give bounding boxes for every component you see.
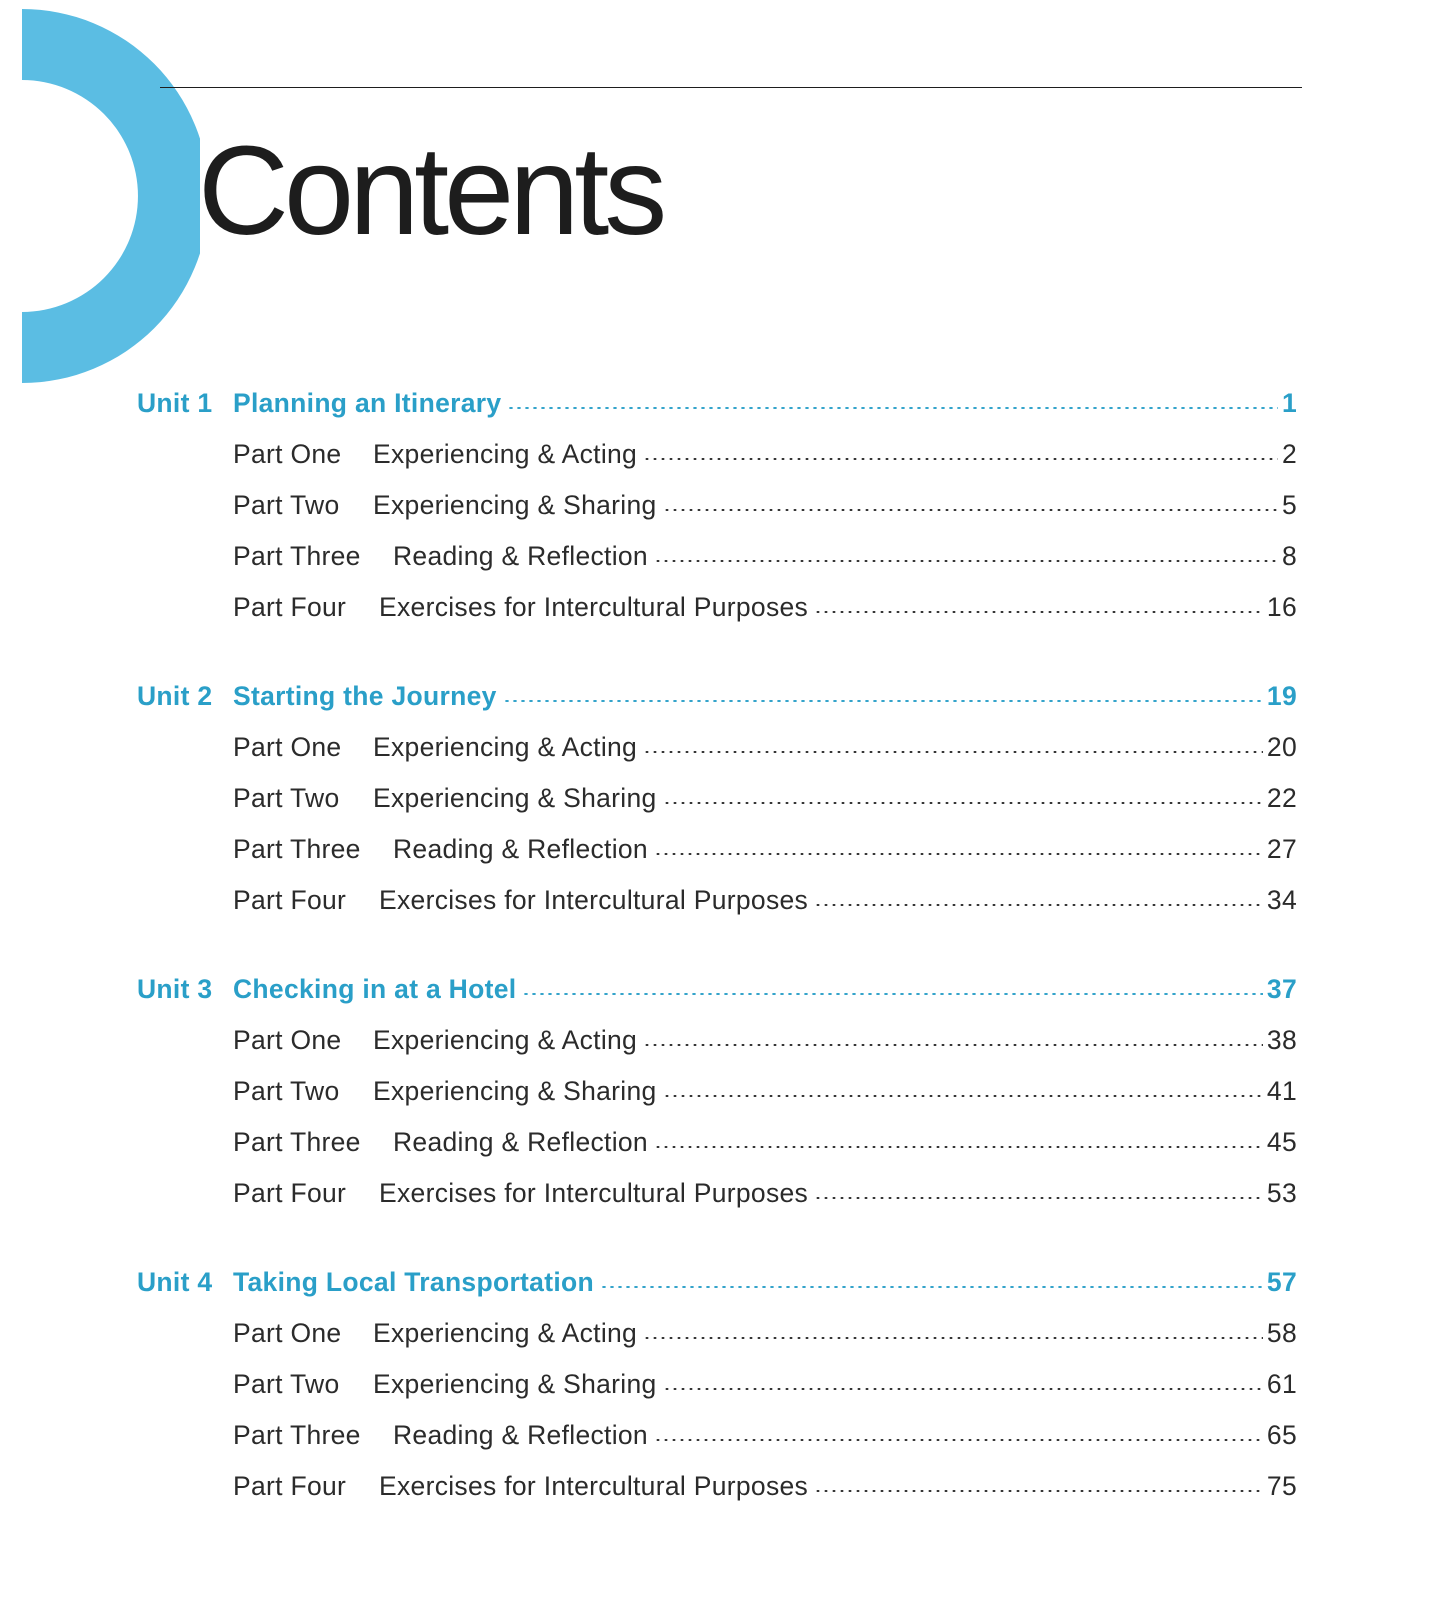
part-title: Exercises for Intercultural Purposes xyxy=(379,1471,809,1501)
unit-entry[interactable] xyxy=(137,964,1297,1015)
part-title: Exercises for Intercultural Purposes xyxy=(379,592,809,622)
dot-leader xyxy=(663,509,1278,511)
dot-leader xyxy=(654,1146,1263,1148)
dot-leader xyxy=(814,611,1263,613)
dot-leader xyxy=(503,700,1263,702)
part-label: Part Four xyxy=(233,885,347,915)
unit-number: Unit 1 xyxy=(137,388,213,418)
dot-leader xyxy=(654,1439,1263,1441)
part-label: Part Two xyxy=(233,490,340,520)
part-entry[interactable] xyxy=(233,1359,1297,1410)
page-number: 16 xyxy=(1266,592,1297,622)
page-number: 34 xyxy=(1266,885,1297,915)
dot-leader xyxy=(643,458,1278,460)
dot-leader xyxy=(507,407,1278,409)
part-entry[interactable] xyxy=(233,531,1297,582)
part-label: Part One xyxy=(233,1025,342,1055)
part-entry[interactable] xyxy=(233,824,1297,875)
part-title: Experiencing & Acting xyxy=(373,1025,638,1055)
unit-entry[interactable] xyxy=(137,378,1297,429)
part-label: Part Two xyxy=(233,1369,340,1399)
unit-title: Checking in at a Hotel xyxy=(233,974,517,1004)
page-number: 19 xyxy=(1266,681,1297,711)
part-entry[interactable] xyxy=(233,773,1297,824)
page-number: 38 xyxy=(1266,1025,1297,1055)
unit-number: Unit 4 xyxy=(137,1267,213,1297)
part-label: Part One xyxy=(233,439,342,469)
page-number: 20 xyxy=(1266,732,1297,762)
dot-leader xyxy=(643,751,1263,753)
part-title: Experiencing & Sharing xyxy=(373,783,657,813)
page-number: 37 xyxy=(1266,974,1297,1004)
unit-block xyxy=(0,378,1437,633)
page-number: 1 xyxy=(1281,388,1297,418)
part-title: Reading & Reflection xyxy=(393,541,648,571)
unit-block xyxy=(0,671,1437,926)
part-title: Reading & Reflection xyxy=(393,1420,648,1450)
part-label: Part Two xyxy=(233,783,340,813)
part-title: Exercises for Intercultural Purposes xyxy=(379,885,809,915)
dot-leader xyxy=(663,802,1263,804)
page-number: 41 xyxy=(1266,1076,1297,1106)
part-entry[interactable] xyxy=(233,1168,1297,1219)
dot-leader xyxy=(643,1044,1263,1046)
part-label: Part Three xyxy=(233,834,361,864)
part-label: Part One xyxy=(233,732,342,762)
part-label: Part Four xyxy=(233,592,347,622)
part-title: Experiencing & Acting xyxy=(373,1318,638,1348)
part-label: Part Three xyxy=(233,541,361,571)
part-label: Part Two xyxy=(233,1076,340,1106)
table-of-contents xyxy=(0,378,1437,1550)
part-entry[interactable] xyxy=(233,480,1297,531)
part-label: Part Three xyxy=(233,1420,361,1450)
unit-block xyxy=(0,1257,1437,1512)
part-label: Part Three xyxy=(233,1127,361,1157)
dot-leader xyxy=(814,1490,1263,1492)
part-entry[interactable] xyxy=(233,1308,1297,1359)
part-title: Experiencing & Acting xyxy=(373,439,638,469)
part-label: Part One xyxy=(233,1318,342,1348)
page-number: 8 xyxy=(1281,541,1297,571)
page-number: 2 xyxy=(1281,439,1297,469)
page-number: 22 xyxy=(1266,783,1297,813)
decorative-half-ring xyxy=(0,0,200,400)
page-number: 5 xyxy=(1281,490,1297,520)
part-title: Experiencing & Sharing xyxy=(373,490,657,520)
part-title: Experiencing & Sharing xyxy=(373,1076,657,1106)
page-number: 65 xyxy=(1266,1420,1297,1450)
part-entry[interactable] xyxy=(233,582,1297,633)
part-entry[interactable] xyxy=(233,1117,1297,1168)
unit-entry[interactable] xyxy=(137,1257,1297,1308)
page-number: 27 xyxy=(1266,834,1297,864)
page-number: 53 xyxy=(1266,1178,1297,1208)
part-entry[interactable] xyxy=(233,1461,1297,1512)
page-number: 58 xyxy=(1266,1318,1297,1348)
dot-leader xyxy=(814,1197,1263,1199)
page-number: 45 xyxy=(1266,1127,1297,1157)
part-entry[interactable] xyxy=(233,1066,1297,1117)
dot-leader xyxy=(522,993,1262,995)
unit-title: Starting the Journey xyxy=(233,681,497,711)
dot-leader xyxy=(663,1388,1263,1390)
dot-leader xyxy=(643,1337,1263,1339)
dot-leader xyxy=(600,1286,1263,1288)
dot-leader xyxy=(663,1095,1263,1097)
dot-leader xyxy=(654,560,1278,562)
part-title: Experiencing & Sharing xyxy=(373,1369,657,1399)
part-label: Part Four xyxy=(233,1471,347,1501)
part-entry[interactable] xyxy=(233,722,1297,773)
unit-block xyxy=(0,964,1437,1219)
dot-leader xyxy=(814,904,1263,906)
part-label: Part Four xyxy=(233,1178,347,1208)
half-ring-shape xyxy=(22,9,200,383)
unit-title: Taking Local Transportation xyxy=(233,1267,594,1297)
part-title: Reading & Reflection xyxy=(393,1127,648,1157)
header-rule xyxy=(160,87,1302,88)
part-entry[interactable] xyxy=(233,875,1297,926)
part-entry[interactable] xyxy=(233,1410,1297,1461)
part-entry[interactable] xyxy=(233,429,1297,480)
page-number: 61 xyxy=(1266,1369,1297,1399)
page-number: 75 xyxy=(1266,1471,1297,1501)
part-title: Reading & Reflection xyxy=(393,834,648,864)
unit-number: Unit 2 xyxy=(137,681,213,711)
page-title: Contents xyxy=(198,120,663,261)
dot-leader xyxy=(654,853,1263,855)
page-number: 57 xyxy=(1266,1267,1297,1297)
part-title: Exercises for Intercultural Purposes xyxy=(379,1178,809,1208)
unit-entry[interactable] xyxy=(137,671,1297,722)
part-entry[interactable] xyxy=(233,1015,1297,1066)
part-title: Experiencing & Acting xyxy=(373,732,638,762)
unit-title: Planning an Itinerary xyxy=(233,388,502,418)
unit-number: Unit 3 xyxy=(137,974,213,1004)
